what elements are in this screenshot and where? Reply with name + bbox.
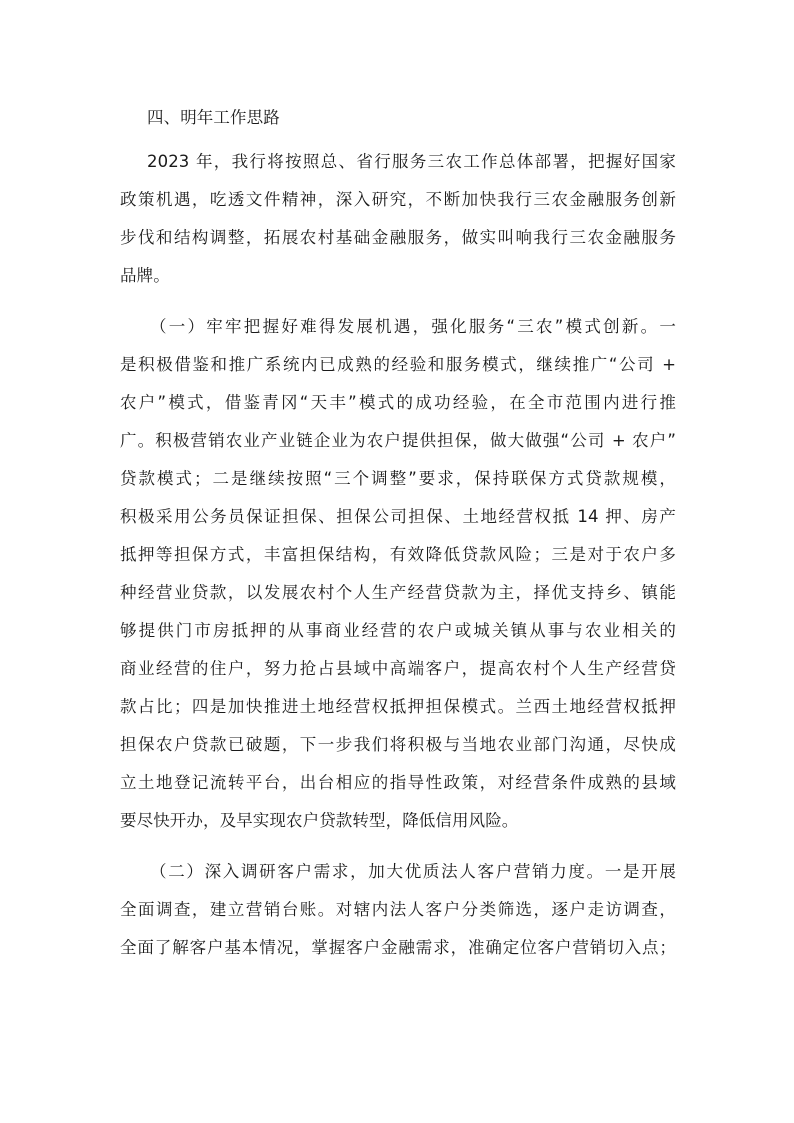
paragraph-line: 全面了解客户基本情况，掌握客户金融需求，准确定位客户营销切入点； xyxy=(120,938,676,957)
paragraph-line: 贷款模式；二是继续按照“三个调整”要求，保持联保方式贷款规模， xyxy=(120,469,676,488)
paragraph-line: 广。积极营销农业产业链企业为农户提供担保，做大做强“公司 + 农户” xyxy=(120,431,676,450)
paragraph-line: 品牌。 xyxy=(120,266,170,285)
paragraph-line: 步伐和结构调整，拓展农村基础金融服务，做实叫响我行三农金融服务 xyxy=(120,228,676,247)
paragraph-line: 够提供门市房抵押的从事商业经营的农户或城关镇从事与农业相关的 xyxy=(120,621,676,640)
paragraph-line: （二）深入调研客户需求，加大优质法人客户营销力度。一是开展 xyxy=(150,862,676,881)
paragraph-line: 款占比；四是加快推进土地经营权抵押担保模式。兰西土地经营权抵押 xyxy=(120,697,676,716)
paragraph-line: 农户”模式，借鉴青冈“天丰”模式的成功经验，在全市范围内进行推 xyxy=(120,393,676,412)
paragraph-line: 是积极借鉴和推广系统内已成熟的经验和服务模式，继续推广“公司 + xyxy=(120,355,676,374)
paragraph-line: 担保农户贷款已破题，下一步我们将积极与当地农业部门沟通，尽快成 xyxy=(120,735,676,754)
paragraph-line: 商业经营的住户，努力抢占县域中高端客户，提高农村个人生产经营贷 xyxy=(120,659,676,678)
paragraph-line: （一）牢牢把握好难得发展机遇，强化服务“三农”模式创新。一 xyxy=(150,317,676,336)
paragraph-line: 立土地登记流转平台，出台相应的指导性政策，对经营条件成熟的县域 xyxy=(120,773,676,792)
paragraph-line: 要尽快开办，及早实现农户贷款转型，降低信用风险。 xyxy=(120,811,519,830)
paragraph-line: 抵押等担保方式，丰富担保结构，有效降低贷款风险；三是对于农户多 xyxy=(120,545,676,564)
paragraph-line: 政策机遇，吃透文件精神，深入研究，不断加快我行三农金融服务创新 xyxy=(120,190,676,209)
paragraph-line: 2023 年，我行将按照总、省行服务三农工作总体部署，把握好国家 xyxy=(147,152,676,171)
section-heading: 四、明年工作思路 xyxy=(147,108,280,127)
paragraph-line: 积极采用公务员保证担保、担保公司担保、土地经营权抵 14 押、房产 xyxy=(120,507,676,526)
paragraph-line: 全面调查，建立营销台账。对辖内法人客户分类筛选，逐户走访调查， xyxy=(120,900,676,919)
paragraph-line: 种经营业贷款，以发展农村个人生产经营贷款为主，择优支持乡、镇能 xyxy=(120,583,676,602)
